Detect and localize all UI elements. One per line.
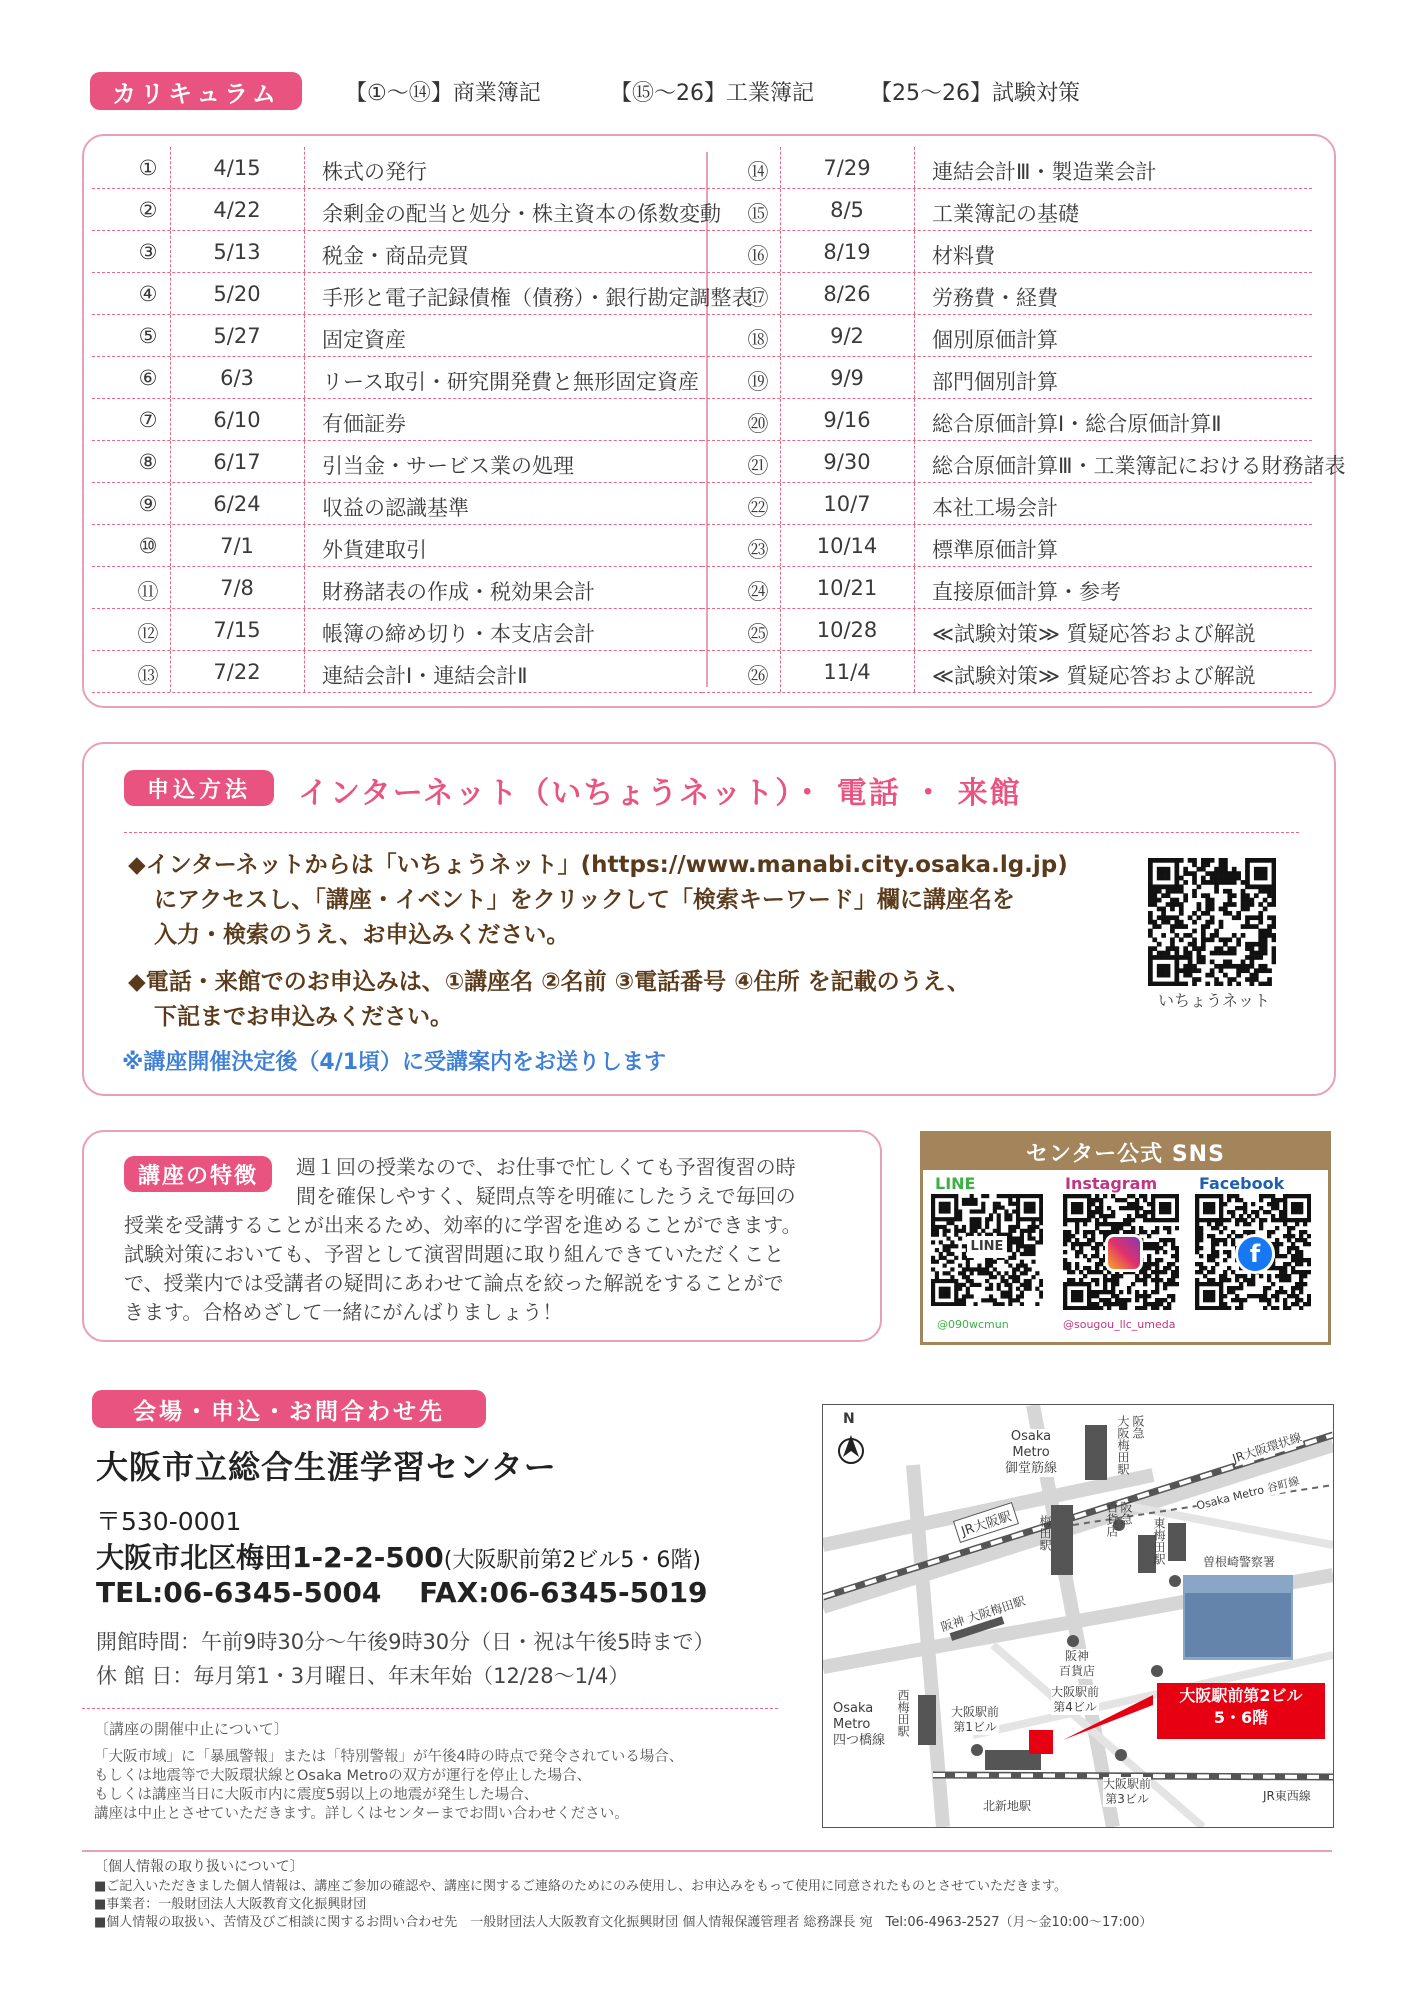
curriculum-row — [92, 567, 702, 609]
curriculum-row — [702, 399, 1312, 441]
column-separator — [914, 441, 915, 482]
column-separator — [914, 315, 915, 356]
map-label-higashiumeda: 東梅田駅 — [1152, 1517, 1166, 1565]
curriculum-row — [702, 273, 1312, 315]
column-separator — [780, 231, 781, 272]
curriculum-row — [702, 483, 1312, 525]
hours-value: 午前9時30分～午後9時30分（日・祝は午後5時まで） — [201, 1630, 715, 1654]
curriculum-row — [92, 483, 702, 525]
lesson-date: 10/28 — [816, 618, 878, 642]
lesson-date: 10/14 — [816, 534, 878, 558]
column-separator — [304, 483, 305, 524]
privacy-line-1: ■ご記入いただきました個人情報は、講座ご参加の確認や、講座に関するご連絡のためにのみ使用し、お申込みをもって使用に同意されたものとさせていただきます。 — [94, 1879, 1067, 1894]
postal-code: 〒530-0001 — [96, 1507, 242, 1536]
privacy-divider — [82, 1850, 1332, 1852]
lesson-date: 6/10 — [213, 408, 261, 432]
map-label-jr-tozai: JR東西線 — [1263, 1789, 1311, 1803]
curriculum-row — [92, 315, 702, 357]
lesson-topic: 余剰金の配当と処分・株主資本の係数変動 — [322, 202, 721, 226]
lesson-number: ⑨ — [138, 492, 158, 516]
lesson-topic: ≪試験対策≫ 質疑応答および解説 — [932, 622, 1256, 646]
curriculum-row — [92, 231, 702, 273]
lesson-date: 4/15 — [213, 156, 261, 180]
facebook-label: Facebook — [1199, 1174, 1285, 1193]
features-line-5: で、授業内では受講者の疑問にあわせて論点を絞った解説をすることがで — [124, 1271, 784, 1295]
phone-line-1: ◆電話・来館でのお申込みは、①講座名 ②名前 ③電話番号 ④住所 を記載のうえ、 — [128, 969, 970, 995]
map-label-yotsubashi: Osaka Metro 四つ橋線 — [833, 1701, 886, 1748]
lesson-topic: 収益の認識基準 — [322, 496, 469, 520]
lesson-topic: 標準原価計算 — [932, 538, 1058, 562]
lesson-date: 9/9 — [830, 366, 864, 390]
internet-line-2: にアクセスし、「講座・イベント」をクリックして「検索キーワード」欄に講座名を — [154, 887, 1015, 913]
features-line-2: 間を確保しやすく、疑問点等を明確にしたうえで毎回の — [296, 1184, 796, 1208]
column-separator — [914, 567, 915, 608]
column-separator — [914, 525, 915, 566]
lesson-number: ⑫ — [137, 622, 159, 646]
lesson-topic: 有価証券 — [322, 412, 406, 436]
column-separator — [914, 399, 915, 440]
curriculum-row — [702, 315, 1312, 357]
internet-instructions — [128, 848, 1068, 953]
column-separator — [304, 567, 305, 608]
lesson-topic: 連結会計Ⅰ・連結会計Ⅱ — [322, 664, 528, 688]
lesson-number: ㉒ — [747, 496, 769, 520]
curriculum-row — [92, 399, 702, 441]
column-separator — [914, 483, 915, 524]
lesson-topic: 帳簿の締め切り・本支店会計 — [322, 622, 595, 646]
lesson-number: ④ — [138, 282, 158, 306]
facebook-logo-icon: f — [1235, 1234, 1275, 1274]
map-label-target-building[interactable]: 大阪駅前第2ビル 5・6階 — [1179, 1686, 1303, 1727]
column-separator — [914, 273, 915, 314]
lesson-topic: 引当金・サービス業の処理 — [322, 454, 574, 478]
lesson-date: 5/20 — [213, 282, 261, 306]
lesson-date: 8/26 — [823, 282, 871, 306]
curriculum-row — [702, 189, 1312, 231]
opening-hours — [96, 1626, 715, 1656]
map-label-hanshin-station: 阪神 大阪梅田駅 — [939, 1593, 1027, 1635]
column-separator — [780, 189, 781, 230]
curriculum-row — [702, 651, 1312, 693]
cancel-notice-line-1: 「大阪市域」に「暴風警報」または「特別警報」が午後4時の時点で発令されている場合、 — [94, 1749, 684, 1765]
map-label-bldg4: 大阪駅前 第4ビル — [1051, 1685, 1100, 1714]
lesson-topic: 材料費 — [932, 244, 995, 268]
features-line-4: 試験対策においても、予習として演習問題に取り組んできていただくこと — [124, 1242, 784, 1266]
map-label-hankyu: 阪急 大阪梅田駅 — [1116, 1415, 1145, 1475]
lesson-date: 6/3 — [220, 366, 254, 390]
column-separator — [780, 483, 781, 524]
lesson-number: ⑱ — [747, 328, 769, 352]
curriculum-row — [702, 609, 1312, 651]
address-building: (大阪駅前第2ビル5・6階) — [443, 1548, 701, 1573]
line-logo-icon: LINE — [967, 1236, 1007, 1258]
lesson-number: ⑥ — [138, 366, 158, 390]
cancel-notice-line-2: もしくは地震等で大阪環状線とOsaka Metroの双方が運行を停止した場合、 — [94, 1768, 592, 1784]
lesson-number: ⑧ — [138, 450, 158, 474]
closed-days — [96, 1660, 629, 1690]
cancel-notice-line-3: もしくは講座当日に大阪市内に震度5弱以上の地震が発生した場合、 — [94, 1787, 539, 1803]
column-separator — [304, 609, 305, 650]
curriculum-row — [92, 609, 702, 651]
lesson-number: ② — [138, 198, 158, 222]
lesson-date: 9/30 — [823, 450, 871, 474]
column-separator — [304, 189, 305, 230]
lesson-topic: 総合原価計算Ⅲ・工業簿記における財務諸表 — [932, 454, 1346, 478]
closed-label: 休 館 日： — [96, 1664, 194, 1688]
lesson-date: 11/4 — [823, 660, 871, 684]
lesson-topic: ≪試験対策≫ 質疑応答および解説 — [932, 664, 1256, 688]
lesson-date: 8/19 — [823, 240, 871, 264]
curriculum-left-column — [92, 147, 753, 693]
column-separator — [170, 441, 171, 482]
lesson-topic: リース取引・研究開発費と無形固定資産 — [322, 370, 699, 394]
column-separator — [304, 147, 305, 188]
column-separator — [914, 609, 915, 650]
curriculum-row — [92, 273, 753, 315]
hours-label: 開館時間： — [96, 1630, 201, 1654]
column-separator — [170, 609, 171, 650]
column-separator — [170, 567, 171, 608]
privacy-line-2: ■事業者：一般財団法人大阪教育文化振興財団 — [94, 1897, 367, 1912]
column-separator — [780, 651, 781, 692]
column-separator — [170, 483, 171, 524]
lesson-number: ⑲ — [747, 370, 769, 394]
column-separator — [304, 651, 305, 692]
closed-value: 毎月第1・3月曜日、年末年始（12/28～1/4） — [193, 1664, 630, 1688]
column-separator — [914, 189, 915, 230]
lesson-number: ⑦ — [138, 408, 158, 432]
qr-caption: いちょうネット — [1157, 991, 1270, 1010]
map-label-bldg1: 大阪駅前 第1ビル — [951, 1705, 1000, 1734]
lesson-number: ⑪ — [137, 580, 159, 604]
column-separator — [304, 315, 305, 356]
column-separator — [304, 525, 305, 566]
map-drawing — [823, 1405, 1333, 1827]
map-label-tanimachi: Osaka Metro 谷町線 — [1195, 1474, 1301, 1513]
lesson-topic: 税金・商品売買 — [322, 244, 469, 268]
address — [96, 1536, 701, 1576]
fax-number: FAX:06-6345-5019 — [419, 1576, 708, 1609]
column-separator — [304, 273, 305, 314]
legend-industrial: 【⑮～26】工業簿記 — [610, 81, 814, 106]
lesson-topic: 労務費・経費 — [932, 286, 1058, 310]
lesson-topic: 部門個別計算 — [932, 370, 1058, 394]
curriculum-badge: カリキュラム — [90, 72, 302, 110]
legend-commercial: 【①～⑭】商業簿記 — [345, 81, 541, 106]
map-label-umeda: 梅田駅 — [1038, 1515, 1052, 1551]
column-separator — [304, 357, 305, 398]
lesson-topic: 本社工場会計 — [932, 496, 1058, 520]
map-label-jr-osaka: JR大阪駅 — [953, 1502, 1019, 1543]
lesson-topic: 固定資産 — [322, 328, 406, 352]
contact-numbers — [96, 1576, 708, 1609]
phone-instructions — [128, 965, 970, 1035]
instagram-label: Instagram — [1065, 1174, 1158, 1193]
lesson-topic: 手形と電子記録債権（債務）・銀行勘定調整表 — [322, 286, 753, 310]
line-handle: @090wcmun — [937, 1318, 1009, 1331]
curriculum-row — [702, 441, 1346, 483]
lesson-topic: 直接原価計算・参考 — [932, 580, 1121, 604]
column-separator — [170, 315, 171, 356]
features-line-1: 週１回の授業なので、お仕事で忙しくても予習復習の時 — [296, 1155, 796, 1179]
curriculum-row — [702, 231, 1312, 273]
curriculum-row — [92, 147, 702, 189]
lesson-date: 4/22 — [213, 198, 261, 222]
column-separator — [304, 231, 305, 272]
column-separator — [780, 357, 781, 398]
curriculum-row — [702, 147, 1312, 189]
lesson-topic: 外貨建取引 — [322, 538, 427, 562]
cancel-notice-title: 〔講座の開催中止について〕 — [94, 1720, 289, 1738]
application-divider — [124, 832, 1299, 833]
column-separator — [304, 399, 305, 440]
column-separator — [170, 651, 171, 692]
lesson-topic: 連結会計Ⅲ・製造業会計 — [932, 160, 1157, 184]
tel-number[interactable]: TEL:06-6345-5004 — [96, 1576, 382, 1609]
column-separator — [780, 147, 781, 188]
map-label-jr-loop: JR大阪環状線 — [1230, 1430, 1304, 1466]
map-label-nishiumeda: 西梅田駅 — [896, 1689, 910, 1737]
column-separator — [780, 399, 781, 440]
map-label-midosuji: Osaka Metro 御堂筋線 — [1005, 1429, 1058, 1476]
access-map[interactable] — [822, 1404, 1334, 1828]
lesson-number: ㉕ — [747, 622, 769, 646]
column-separator — [304, 441, 305, 482]
lesson-date: 9/16 — [823, 408, 871, 432]
column-separator — [170, 231, 171, 272]
column-separator — [170, 525, 171, 566]
internet-line-3: 入力・検索のうえ、お申込みください。 — [154, 922, 570, 948]
lesson-number: ⑤ — [138, 324, 158, 348]
lesson-number: ① — [138, 156, 158, 180]
lesson-date: 8/5 — [830, 198, 864, 222]
features-badge: 講座の特徴 — [124, 1156, 272, 1192]
features-line-3: 授業を受講することが出来るため、効率的に学習を進めることができます。 — [124, 1213, 802, 1237]
lesson-date: 6/24 — [213, 492, 261, 516]
column-separator — [914, 357, 915, 398]
lesson-number: ⑯ — [747, 244, 769, 268]
curriculum-row — [92, 525, 702, 567]
lesson-date: 7/29 — [823, 156, 871, 180]
application-title: インターネット（いちょうネット）・ 電話 ・ 来館 — [298, 776, 1022, 811]
instagram-logo-icon — [1105, 1234, 1143, 1272]
map-label-hanshin-dept: 阪神 百貨店 — [1059, 1649, 1096, 1678]
lesson-topic: 個別原価計算 — [932, 328, 1058, 352]
line-label: LINE — [935, 1174, 976, 1193]
lesson-number: ③ — [138, 240, 158, 264]
column-separator — [780, 441, 781, 482]
lesson-topic: 株式の発行 — [322, 160, 427, 184]
legend-exam: 【25～26】試験対策 — [870, 81, 1080, 106]
lesson-number: ㉖ — [747, 664, 769, 688]
lesson-date: 5/27 — [213, 324, 261, 348]
lesson-topic: 工業簿記の基礎 — [932, 202, 1079, 226]
column-separator — [780, 525, 781, 566]
column-separator — [170, 399, 171, 440]
map-label-kitashinchi: 北新地駅 — [983, 1799, 1032, 1813]
curriculum-row — [92, 357, 702, 399]
curriculum-row — [92, 189, 721, 231]
lesson-date: 10/7 — [823, 492, 871, 516]
column-separator — [780, 609, 781, 650]
lesson-date: 7/22 — [213, 660, 261, 684]
features-line-6: きます。合格めざして一緒にがんばりましょう！ — [124, 1300, 563, 1324]
column-separator — [170, 189, 171, 230]
lesson-number: ⑩ — [138, 534, 158, 558]
map-label-bldg3: 大阪駅前 第3ビル — [1103, 1777, 1152, 1806]
curriculum-row — [92, 441, 702, 483]
instagram-handle: @sougou_llc_umeda — [1063, 1318, 1176, 1331]
lesson-number: ㉓ — [747, 538, 769, 562]
venue-name: 大阪市立総合生涯学習センター — [96, 1448, 557, 1486]
column-separator — [914, 651, 915, 692]
column-separator — [780, 315, 781, 356]
cancel-notice-line-4: 講座は中止とさせていただきます。詳しくはセンターまでお問い合わせください。 — [94, 1806, 629, 1822]
sns-panel — [920, 1131, 1331, 1345]
map-label-hankyu-dept: 阪急 百貨店 — [1105, 1501, 1133, 1537]
lesson-date: 5/13 — [213, 240, 261, 264]
lesson-date: 9/2 — [830, 324, 864, 348]
venue-badge: 会場・申込・お問合わせ先 — [92, 1390, 486, 1428]
lesson-number: ⑰ — [747, 286, 769, 310]
lesson-number: ⑮ — [747, 202, 769, 226]
map-label-police: 曽根崎警察署 — [1203, 1555, 1276, 1569]
column-separator — [170, 147, 171, 188]
phone-line-2: 下記までお申込みください。 — [154, 1004, 453, 1030]
column-separator — [914, 231, 915, 272]
lesson-number: ⑬ — [137, 664, 159, 688]
lesson-topic: 財務諸表の作成・税効果会計 — [322, 580, 595, 604]
internet-line-1: ◆インターネットからは「いちょうネット」(https://www.manabi.city.osaka.lg.jp) — [128, 852, 1068, 878]
lesson-date: 10/21 — [816, 576, 878, 600]
curriculum-row — [702, 357, 1312, 399]
column-separator — [170, 357, 171, 398]
lesson-number: ㉑ — [747, 454, 769, 478]
lesson-topic: 総合原価計算Ⅰ・総合原価計算Ⅱ — [932, 412, 1222, 436]
venue-divider — [82, 1708, 778, 1709]
column-separator — [170, 273, 171, 314]
lesson-date: 7/15 — [213, 618, 261, 642]
column-separator — [914, 147, 915, 188]
north-label: N — [843, 1411, 855, 1427]
curriculum-right-column — [702, 147, 1346, 693]
column-separator — [780, 567, 781, 608]
guidance-note: ※講座開催決定後（4/1頃）に受講案内をお送りします — [122, 1050, 667, 1075]
lesson-date: 7/1 — [220, 534, 254, 558]
lesson-number: ⑭ — [747, 160, 769, 184]
privacy-line-3: ■個人情報の取扱い、苦情及びご相談に関するお問い合わせ先 一般財団法人大阪教育文化振興財団 個人情報保護管理者 総務課長 宛 Tel:06-4963-2527（月～金10:00～17:00） — [94, 1915, 1153, 1930]
lesson-date: 6/17 — [213, 450, 261, 474]
address-main: 大阪市北区梅田1-2-2-500 — [96, 1541, 444, 1574]
ichou-net-qr-code[interactable] — [1148, 858, 1276, 986]
curriculum-row — [702, 567, 1312, 609]
lesson-date: 7/8 — [220, 576, 254, 600]
privacy-title: 〔個人情報の取り扱いについて〕 — [94, 1859, 304, 1875]
application-badge: 申込方法 — [124, 770, 274, 806]
sns-title: センター公式 SNS — [923, 1134, 1328, 1170]
lesson-number: ㉔ — [747, 580, 769, 604]
column-separator — [780, 273, 781, 314]
curriculum-row — [92, 651, 702, 693]
lesson-number: ⑳ — [747, 412, 769, 436]
curriculum-row — [702, 525, 1312, 567]
